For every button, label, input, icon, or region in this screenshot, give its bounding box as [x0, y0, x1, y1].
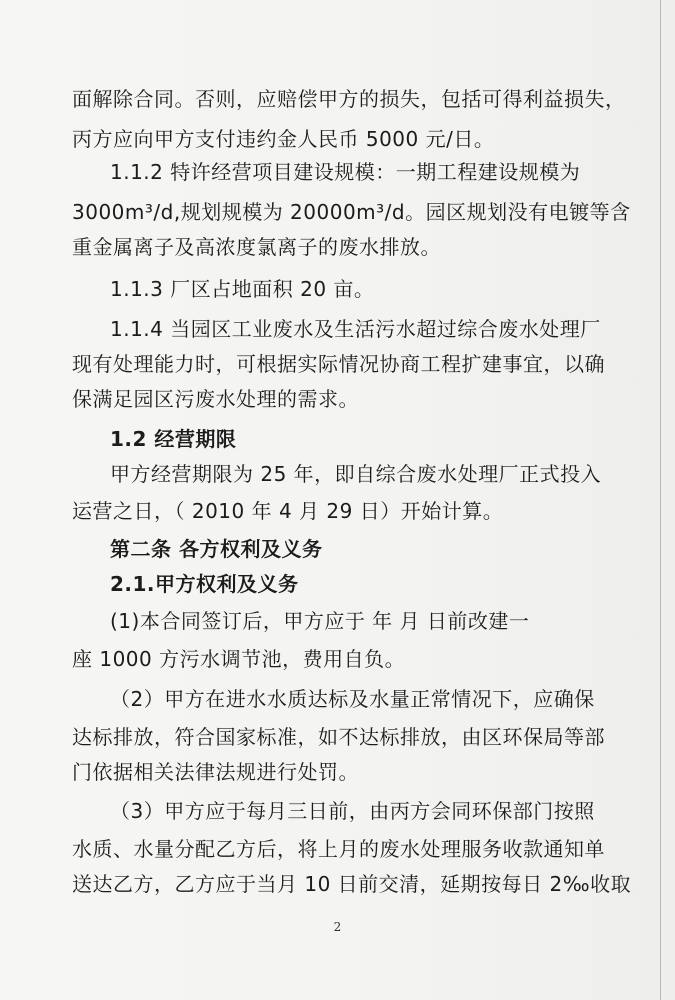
- page-edge-line: [660, 0, 661, 1000]
- text-line: 面解除合同。否则，应赔偿甲方的损失，包括可得利益损失，: [72, 87, 626, 111]
- text-line: 丙方应向甲方支付违约金人民币 5000 元/日。: [72, 127, 495, 151]
- text-line: 运营之日，（ 2010 年 4 月 29 日）开始计算。: [72, 499, 504, 523]
- item-1: (1)本合同签订后，甲方应于 年 月 日前改建一: [110, 609, 530, 633]
- article-heading: 第二条 各方权利及义务: [110, 537, 323, 561]
- text-line: 重金属离子及高浓度氯离子的废水排放。: [72, 235, 441, 259]
- text-line: 门依据相关法律法规进行处罚。: [72, 760, 359, 784]
- item-3: （3）甲方应于每月三日前，由丙方会同环保部门按照: [110, 799, 595, 823]
- text-line: 现有处理能力时，可根据实际情况协商工程扩建事宜，以确: [72, 352, 605, 376]
- text-line: 水质、水量分配乙方后，将上月的废水处理服务收款通知单: [72, 837, 605, 861]
- text-line: 座 1000 方污水调节池，费用自负。: [72, 647, 406, 671]
- text-line: 送达乙方，乙方应于当月 10 日前交清，延期按每日 2‰收取: [72, 872, 632, 896]
- clause-1-1-3: 1.1.3 厂区占地面积 20 亩。: [110, 277, 375, 301]
- clause-1-1-4: 1.1.4 当园区工业废水及生活污水超过综合废水处理厂: [110, 317, 601, 341]
- text-line: 达标排放，符合国家标准，如不达标排放，由区环保局等部: [72, 725, 605, 749]
- page-number: 2: [333, 920, 342, 934]
- text-line: 3000m³/d,规划规模为 20000m³/d。园区规划没有电镀等含: [72, 200, 631, 224]
- clause-1-1-2: 1.1.2 特许经营项目建设规模：一期工程建设规模为: [110, 160, 581, 184]
- section-heading-2-1: 2.1.甲方权利及义务: [110, 572, 299, 596]
- text-line: 保满足园区污废水处理的需求。: [72, 387, 359, 411]
- text-line: 甲方经营期限为 25 年，即自综合废水处理厂正式投入: [110, 462, 602, 486]
- section-heading-1-2: 1.2 经营期限: [110, 427, 237, 451]
- item-2: （2）甲方在进水水质达标及水量正常情况下，应确保: [110, 687, 595, 711]
